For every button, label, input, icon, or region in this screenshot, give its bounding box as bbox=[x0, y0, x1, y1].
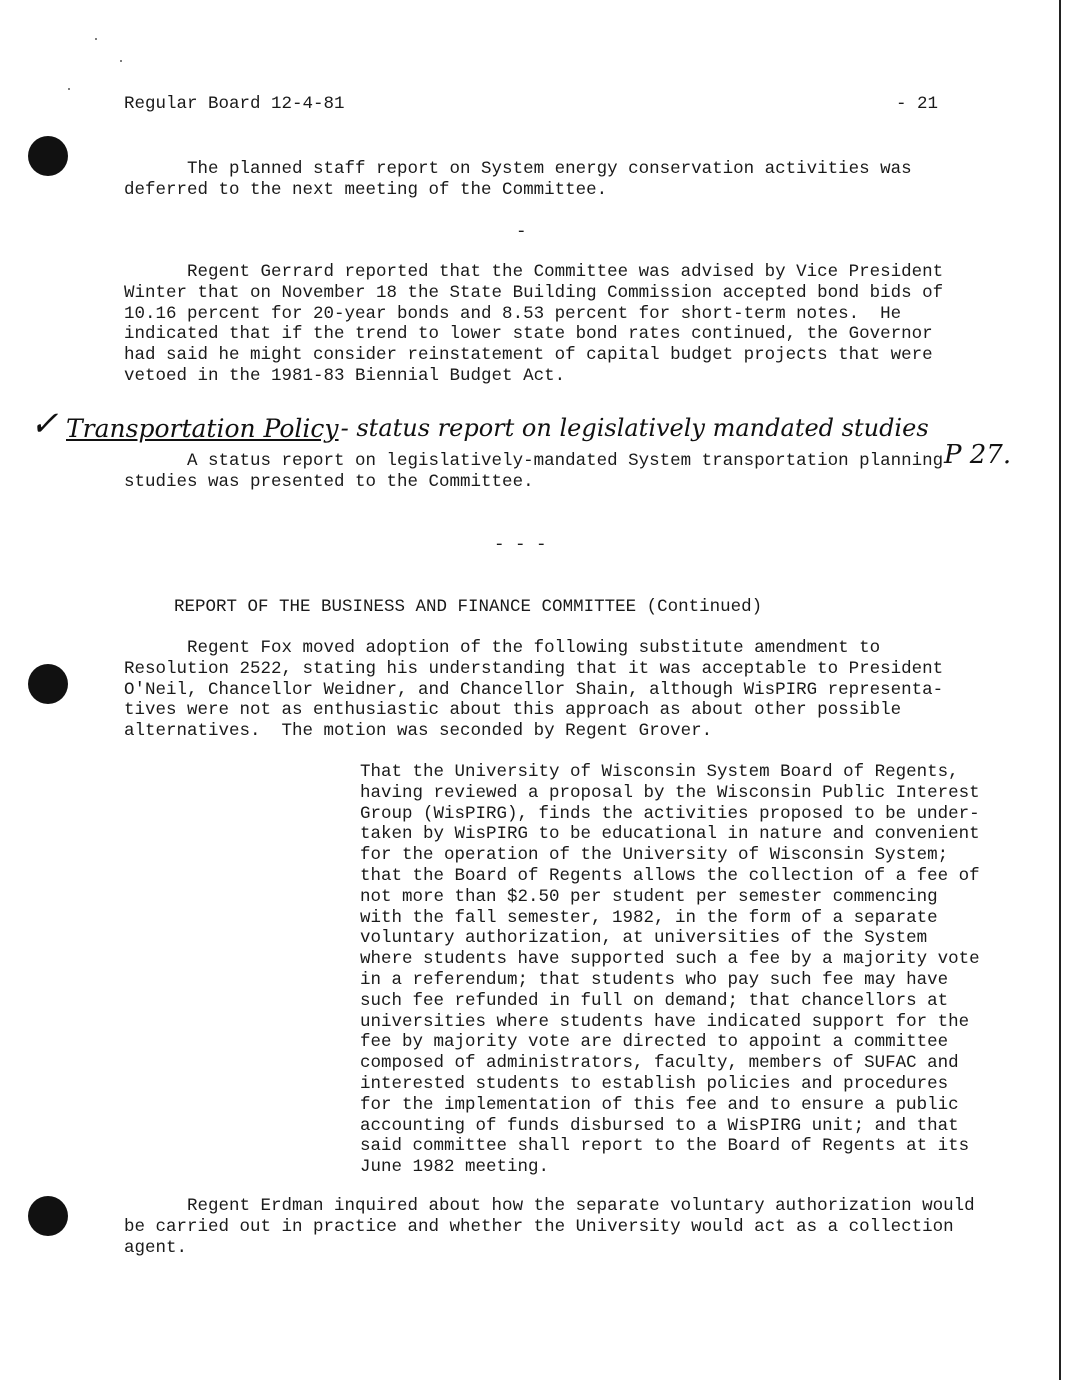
separator-dashes: - - - bbox=[494, 535, 547, 555]
scan-speck bbox=[120, 60, 122, 62]
paragraph-bond-bids: Regent Gerrard reported that the Committee was advised by Vice President Winter that on November 18 the State Building Commission accepted bond bids of 10.16 percent for 20-year bonds and 8.53 percent for short-term notes. He indicated that if the trend to lower state bond rates continued, the Governor had said he might consider reinstatement of capital budget projects that were vetoed in the 1981-83 Biennial Budget Act. bbox=[124, 262, 944, 386]
punch-hole-middle bbox=[28, 664, 68, 704]
paragraph-energy-conservation: The planned staff report on System energy conservation activities was deferred to the next meeting of the Committee. bbox=[124, 159, 912, 200]
paragraph-transportation-report: A status report on legislatively-mandated System transportation planning studies was presented to the Committee. bbox=[124, 451, 944, 492]
handwritten-annotation-topic: Transportation Policy bbox=[66, 414, 339, 443]
scan-speck bbox=[95, 38, 97, 40]
section-heading: REPORT OF THE BUSINESS AND FINANCE COMMITTEE (Continued) bbox=[174, 597, 763, 617]
scan-speck bbox=[68, 88, 70, 90]
page-header-title: Regular Board 12-4-81 bbox=[124, 94, 345, 114]
paragraph-erdman-inquiry: Regent Erdman inquired about how the separate voluntary authorization would be carried out in practice and whether the University would act as a collection agent. bbox=[124, 1196, 975, 1258]
resolution-text: That the University of Wisconsin System Board of Regents, having reviewed a proposal by the Wisconsin Public Interest Group (WisPIRG), finds the activities proposed to be under- taken by WisPIRG to be educational in nature and convenient for the operation of the University of Wisconsin System; that the Board of Regents allows the collection of a fee of not more than $2.50 per student per semester commencing with the fall semester, 1982, in the form of a separate voluntary authorization, at universities of the System where students have supported such a fee by a majority vote in a referendum; that students who pay such fee may have such fee refunded in full on demand; that chancellors at universities where students have indicated support for the fee by majority vote are directed to appoint a committee composed of administrators, faculty, members of SUFAC and interested students to establish policies and procedures for the implementation of this fee and to ensure a public accounting of funds disbursed to a WisPIRG unit; and that said committee shall report to the Board of Regents at its June 1982 meeting. bbox=[360, 762, 980, 1178]
punch-hole-top bbox=[28, 136, 68, 176]
handwritten-checkmark: ✓ bbox=[30, 404, 59, 444]
handwritten-annotation-text: - status report on legislatively mandated studies bbox=[333, 414, 929, 442]
handwritten-page-reference: P 27. bbox=[944, 440, 1012, 470]
separator-dash: - bbox=[516, 222, 527, 242]
scan-edge-line bbox=[1059, 0, 1061, 1380]
page-number: - 21 bbox=[896, 94, 939, 114]
paragraph-fox-motion: Regent Fox moved adoption of the following substitute amendment to Resolution 2522, stating his understanding that it was acceptable to President O'Neil, Chancellor Weidner, and Chancellor Shain, although WisPIRG representa- tives were not as enthusiastic about this approach as about other possible alternatives. The motion was seconded by Regent Grover. bbox=[124, 638, 944, 742]
punch-hole-bottom bbox=[28, 1196, 68, 1236]
